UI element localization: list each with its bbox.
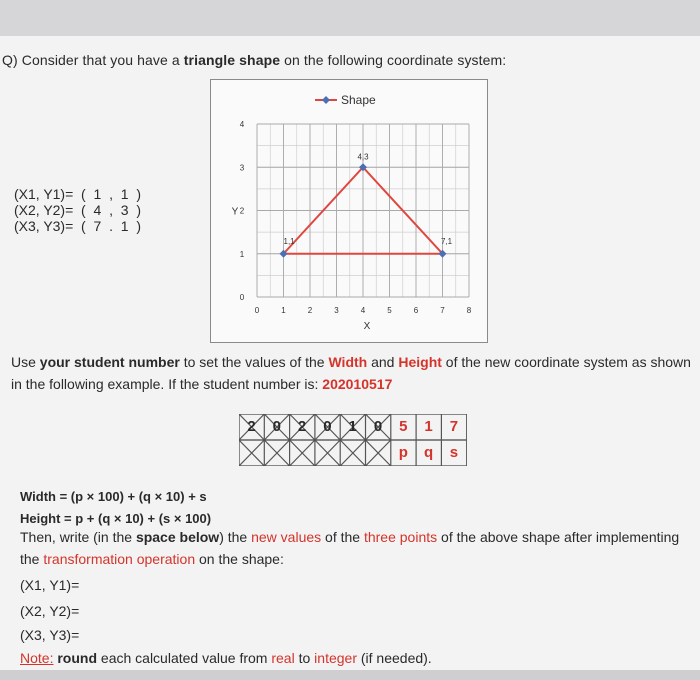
x-tick-label: 7 [440, 306, 445, 315]
legend-marker [322, 96, 330, 104]
original-coordinates [14, 186, 141, 234]
x-axis-label: X [363, 321, 371, 332]
data-label: 4,3 [357, 152, 369, 162]
instruction-text: Use your student number to set the values of the Width and Height of the new coordinate system as shown in the following example. If the student number is: 202010517 [11, 354, 691, 392]
instruction-bold: your student number [39, 354, 180, 370]
x-tick-label: 1 [281, 306, 286, 315]
x-tick-label: 5 [387, 306, 392, 315]
note-label: Note: [20, 650, 54, 666]
note-real: real [271, 650, 295, 666]
crossed-digit: 0 [373, 418, 383, 435]
width-term: Width [328, 354, 368, 370]
coord-x: 7 [93, 218, 102, 234]
question-bold: triangle shape [183, 52, 281, 68]
answer-line-3: (X3, Y3)= [20, 627, 80, 643]
digit-variable: p [398, 444, 408, 461]
width-formula: Width = (p × 100) + (q × 10) + s [20, 489, 207, 504]
then-bold: space below [135, 529, 220, 545]
y-axis-label: Y [231, 206, 239, 218]
crossed-digit: 0 [323, 418, 332, 435]
crossed-digit: 1 [348, 418, 357, 435]
answer-line-1: (X1, Y1)= [20, 577, 80, 593]
legend-label: Shape [341, 93, 376, 107]
data-label: 7,1 [440, 236, 453, 246]
y-tick-label: 3 [239, 163, 245, 173]
then-red-new-values: new values [251, 529, 322, 545]
question-suffix: on the following coordinate system: [280, 52, 507, 68]
coord-row: (X2, Y2)= ( 4 , 3 ) [14, 202, 142, 218]
coord-y: 1 [120, 186, 129, 202]
coord-x: 4 [93, 202, 102, 218]
height-term: Height [398, 354, 442, 370]
x-tick-label: 4 [360, 306, 366, 315]
coord-y: 3 [120, 202, 129, 218]
x-tick-label: 8 [466, 306, 472, 315]
top-band [0, 0, 700, 36]
data-label: 1,1 [283, 236, 295, 246]
coord-row: (X3, Y3)= ( 7 . 1 ) [14, 218, 142, 234]
kept-digit: 7 [449, 418, 459, 435]
question-prefix: Q) Consider that you have a [2, 52, 184, 68]
y-tick-label: 1 [239, 249, 245, 259]
then-red-three-points: three points [363, 529, 438, 545]
student-number-breakdown [239, 414, 467, 466]
x-tick-label: 2 [307, 306, 313, 315]
note-bold: round [57, 650, 98, 666]
x-tick-label: 0 [254, 306, 260, 315]
crossed-digit: 2 [247, 418, 256, 435]
crossed-digit: 2 [297, 418, 307, 435]
question-text [2, 52, 506, 68]
coord-x: 1 [93, 186, 102, 202]
note-integer: integer [314, 650, 357, 666]
coord-label: (X3, Y3)= [14, 218, 74, 234]
coord-label: (X1, Y1)= [14, 186, 74, 202]
note-text: Note: round each calculated value from real to integer (if needed). [20, 650, 432, 666]
coordinate-chart [210, 79, 488, 343]
then-red-transformation: transformation operation [43, 551, 196, 567]
student-number: 202010517 [322, 376, 393, 392]
coord-y: 1 [120, 218, 129, 234]
y-tick-label: 0 [239, 293, 245, 302]
then-text: Then, write (in the space below) the new values of the three points of the above shape after implementing the transformation operation on the shape: [20, 529, 680, 567]
height-formula: Height = p + (q × 10) + (s × 100) [20, 511, 212, 526]
coord-row: (X1, Y1)= ( 1 , 1 ) [14, 186, 142, 202]
kept-digit: 5 [399, 418, 408, 435]
x-tick-label: 3 [334, 306, 339, 315]
coord-label: (X2, Y2)= [14, 202, 74, 218]
crossed-digit: 0 [272, 418, 281, 435]
bottom-band [0, 670, 700, 680]
chart-svg [211, 80, 487, 342]
y-tick-label: 2 [239, 206, 245, 216]
x-tick-label: 6 [413, 306, 419, 315]
answer-line-2: (X2, Y2)= [20, 603, 80, 619]
digit-variable: s [449, 444, 459, 461]
y-tick-label: 4 [239, 120, 245, 129]
digit-variable: q [424, 444, 434, 461]
kept-digit: 1 [424, 418, 433, 435]
